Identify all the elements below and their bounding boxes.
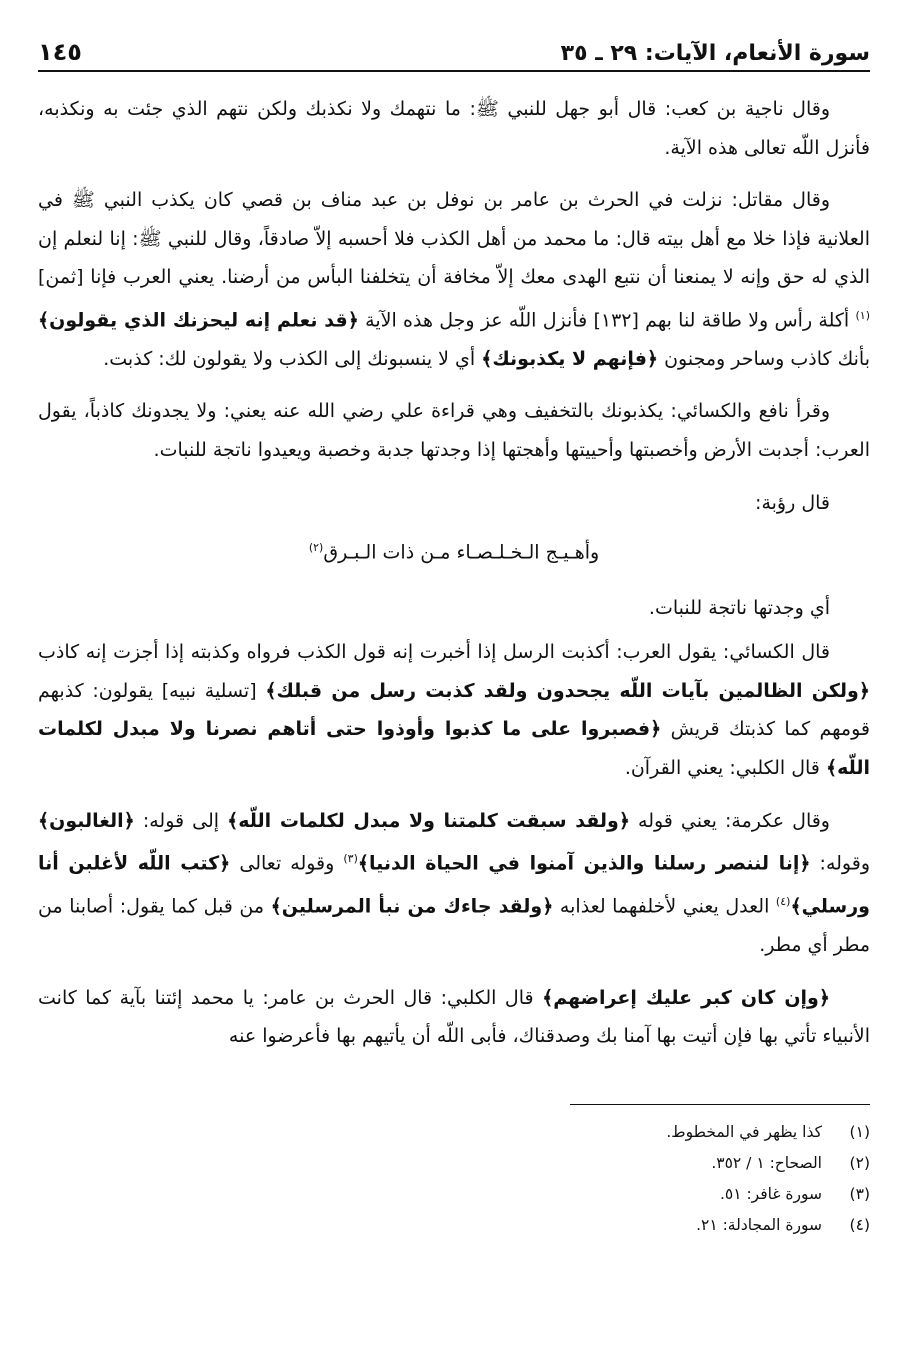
running-title: سورة الأنعام، الآيات: ٢٩ ـ ٣٥: [560, 41, 870, 66]
footnote: [38, 1179, 870, 1210]
footnote: [38, 1148, 870, 1179]
paragraph-6-text: قال الكسائي: يقول العرب: أكذبت الرسل إذا أخبرت إنه قول الكذب فرواه وكذبته إذا أجزت إنه كاذب: [38, 641, 830, 664]
footnote-text: سورة المجادلة: ٢١.: [696, 1215, 822, 1234]
paragraph-7-text: وقوله:: [810, 852, 870, 875]
footnote: [38, 1210, 870, 1241]
paragraph-6-text: [تسلية نبيه] يقولون: كذبهم قومهم كما كذبتك قريش: [38, 679, 870, 741]
quran-quote: ﴿إنا لننصر رسلنا والذين آمنوا في الحياة الدنيا﴾: [357, 852, 811, 875]
quran-quote: ﴿ولقد جاءك من نبأ المرسلين﴾: [270, 895, 554, 918]
quran-quote: ﴿ولقد سبقت كلمتنا ولا مبدل لكلمات اللّه﴾: [227, 809, 630, 832]
paragraph-2-text: بأنك كاذب وساحر ومجنون: [658, 347, 870, 370]
paragraph-6-text: قال الكلبي: يعني القرآن.: [624, 756, 826, 779]
paragraph-5-text: أي وجدتها ناتجة للنبات.: [648, 596, 830, 619]
header-rule: [38, 70, 870, 72]
paragraph-7-text: من قبل كما يقول: أصابنا من مطر أي مطر.: [38, 895, 870, 956]
page-number: ١٤٥: [38, 38, 82, 66]
paragraph-7-text: وقال عكرمة: يعني قوله: [629, 809, 830, 832]
quran-quote: ﴿فصبروا على ما كذبوا وأوذوا حتى أتاهم نصرنا ولا مبدل لكلمات اللّه﴾: [38, 718, 870, 779]
quran-quote: ﴿ولكن الظالمين بآيات اللّه يجحدون ولقد كذبت رسل من قبلك﴾: [265, 679, 870, 702]
quran-quote: ﴿وإن كان كبر عليك إعراضهم﴾: [542, 986, 830, 1009]
footnote: [38, 1117, 870, 1148]
paragraph-1-text: وقال ناجية بن كعب: قال أبو جهل للنبي ﷺ: ما نتهمك ولا نكذبك ولكن نتهم الذي جئت به ونكذبه، فأنزل اللّه تعالى هذه الآية.: [38, 98, 870, 159]
paragraph-2-text: أكلة رأس ولا طاقة لنا بهم [١٣٢] فأنزل اللّه عز وجل هذه الآية: [358, 309, 856, 332]
quran-quote: ﴿قد نعلم إنه ليحزنك الذي يقولون﴾: [38, 309, 359, 332]
paragraph-7-text: إلى قوله:: [134, 809, 228, 832]
footnote-number: (٤): [849, 1215, 870, 1234]
paragraph-2: [38, 181, 870, 378]
footnote-ref-3: (٣): [343, 852, 358, 866]
paragraph-3: [38, 392, 870, 469]
footnote-text: كذا يظهر في المخطوط.: [666, 1122, 822, 1141]
paragraph-7: [38, 802, 870, 965]
book-page: [38, 22, 870, 1241]
footnote-separator: [570, 1104, 870, 1105]
paragraph-4-text: قال رؤبة:: [755, 491, 830, 514]
quran-quote: ﴿الغالبون﴾: [38, 809, 135, 832]
footnote-number: (٢): [849, 1153, 870, 1172]
footnote-number: (١): [849, 1122, 870, 1141]
paragraph-2-text: وقال مقاتل: نزلت في الحرث بن عامر بن نوفل بن عبد مناف بن قصي كان يكذب النبي ﷺ في العلانية فإذا خلا مع أهل بيته قال: ما محمد من أهل الكذب فلا أحسبه إلاّ صادقاً، وقال للنبي ﷺ: إنا لنعلم إن الذي له حق وإنه لا يمنعنا أن نتبع الهدى معك إلاّ مخافة أن يتخلفنا البأس من أرضنا. يعني العرب فإنا [ثمن]: [38, 189, 870, 289]
paragraph-2-text: أي لا ينسبونك إلى الكذب ولا يقولون لك: كذبت.: [103, 347, 482, 370]
footnote-ref-2: (٢): [308, 541, 324, 555]
paragraph-1: [38, 90, 870, 167]
footnote-text: سورة غافر: ٥١.: [719, 1184, 822, 1203]
quran-quote: ﴿كتب اللّه لأغلبن أنا ورسلي﴾: [38, 852, 870, 918]
paragraph-3-text: وقرأ نافع والكسائي: يكذبونك بالتخفيف وهي قراءة علي رضي الله عنه يعني: ولا يجدونك كاذباً، يقول العرب: أجدبت الأرض وأخصبتها وأحييتها وأهجتها إذا وجدتها جدبة وخصبة ويعيدوا ناتجة للنبات.: [38, 400, 870, 462]
paragraph-7-text: العدل يعني لأخلفهما لعذابه: [553, 895, 776, 918]
paragraph-4: [38, 484, 870, 523]
footnotes: [38, 1117, 870, 1241]
page-header: [38, 22, 870, 66]
footnote-ref-4: (٤): [775, 895, 791, 909]
quran-quote: ﴿فإنهم لا يكذبونك﴾: [481, 347, 659, 370]
paragraph-8: [38, 979, 870, 1056]
paragraph-5: [38, 589, 870, 628]
footnote-text: الصحاح: ١ / ٣٥٢.: [711, 1153, 822, 1172]
paragraph-6: [38, 633, 870, 787]
footnote-number: (٣): [849, 1184, 870, 1203]
footnote-ref-1: (١): [855, 308, 870, 322]
paragraph-7-text: وقوله تعالى: [230, 852, 344, 875]
paragraph-8-text: قال الكلبي: قال الحرث بن عامر: يا محمد إئتنا بآية كما كانت الأنبياء تأتي بها فإن أتيت بها آمنا بك وصدقناك، فأبى اللّه أن يأتيهم بها فأعرضوا عنه: [38, 986, 870, 1048]
poetry-verse: [38, 528, 870, 572]
verse-text: وأهـيـج الـخـلـصـاء مـن ذات الـبـرق: [323, 541, 600, 564]
